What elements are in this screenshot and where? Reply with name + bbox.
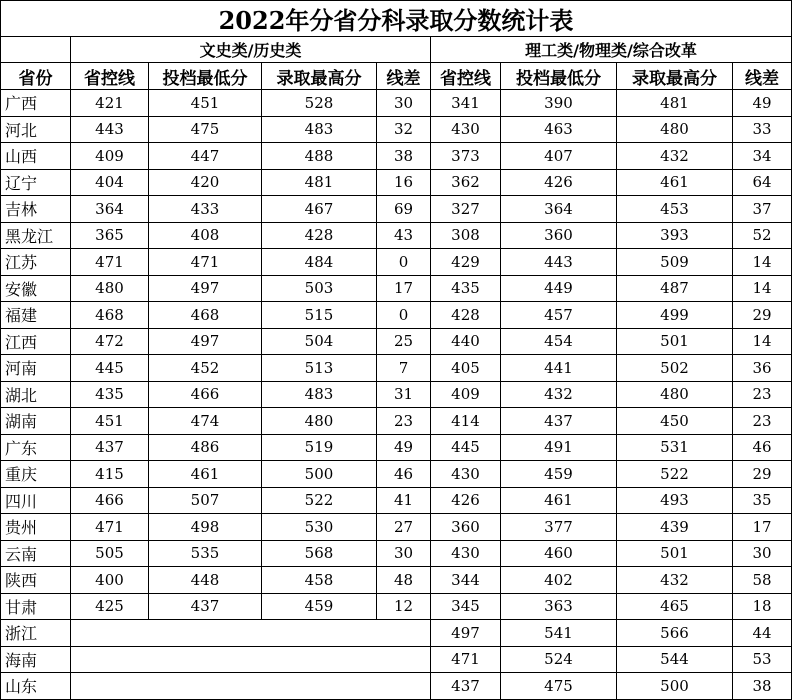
science-max-score-cell: 566 bbox=[617, 620, 733, 647]
science-control-line-cell: 345 bbox=[431, 593, 501, 620]
science-control-line-cell: 429 bbox=[431, 249, 501, 276]
arts-max-score-cell: 428 bbox=[262, 222, 377, 249]
table-row bbox=[1, 302, 792, 329]
arts-line-diff-cell: 69 bbox=[377, 196, 431, 223]
science-max-score-cell: 493 bbox=[617, 487, 733, 514]
science-max-score-cell: 393 bbox=[617, 222, 733, 249]
arts-min-score-cell: 475 bbox=[149, 116, 262, 143]
arts-min-score-cell: 452 bbox=[149, 355, 262, 382]
province-cell: 湖北 bbox=[1, 381, 71, 408]
arts-min-score-cell: 437 bbox=[149, 593, 262, 620]
science-line-diff-cell: 58 bbox=[733, 567, 792, 594]
science-min-score-cell: 360 bbox=[501, 222, 617, 249]
table-row bbox=[1, 222, 792, 249]
science-line-diff-cell: 64 bbox=[733, 169, 792, 196]
arts-max-score-cell: 500 bbox=[262, 461, 377, 488]
science-line-diff-cell: 46 bbox=[733, 434, 792, 461]
arts-control-line-cell: 400 bbox=[71, 567, 149, 594]
table-row bbox=[1, 620, 792, 647]
arts-line-diff-cell: 30 bbox=[377, 540, 431, 567]
science-max-score-cell: 509 bbox=[617, 249, 733, 276]
table-row bbox=[1, 90, 792, 117]
science-control-line-cell: 435 bbox=[431, 275, 501, 302]
science-control-line-cell: 430 bbox=[431, 461, 501, 488]
arts-max-score-cell: 467 bbox=[262, 196, 377, 223]
arts-line-diff-cell: 48 bbox=[377, 567, 431, 594]
science-min-score-cell: 457 bbox=[501, 302, 617, 329]
table-row bbox=[1, 487, 792, 514]
arts-line-diff-cell: 32 bbox=[377, 116, 431, 143]
table-row bbox=[1, 355, 792, 382]
science-max-score-cell: 531 bbox=[617, 434, 733, 461]
arts-line-diff-cell: 23 bbox=[377, 408, 431, 435]
science-max-score-cell: 501 bbox=[617, 540, 733, 567]
science-control-line-cell: 430 bbox=[431, 540, 501, 567]
arts-max-score-cell: 503 bbox=[262, 275, 377, 302]
science-min-score-cell: 426 bbox=[501, 169, 617, 196]
science-max-score-cell: 499 bbox=[617, 302, 733, 329]
province-cell: 陕西 bbox=[1, 567, 71, 594]
arts-control-line-cell: 480 bbox=[71, 275, 149, 302]
arts-max-score-cell: 504 bbox=[262, 328, 377, 355]
science-max-score-cell: 461 bbox=[617, 169, 733, 196]
province-cell: 福建 bbox=[1, 302, 71, 329]
arts-control-line-cell: 425 bbox=[71, 593, 149, 620]
science-line-diff-cell: 38 bbox=[733, 673, 792, 700]
province-cell: 黑龙江 bbox=[1, 222, 71, 249]
arts-control-line-cell: 471 bbox=[71, 514, 149, 541]
arts-line-diff-cell: 0 bbox=[377, 249, 431, 276]
science-min-score-cell: 524 bbox=[501, 646, 617, 673]
arts-control-line-cell: 466 bbox=[71, 487, 149, 514]
arts-min-score-cell: 461 bbox=[149, 461, 262, 488]
arts-min-score-cell: 498 bbox=[149, 514, 262, 541]
arts-min-score-cell: 468 bbox=[149, 302, 262, 329]
arts-min-score-cell: 466 bbox=[149, 381, 262, 408]
arts-min-score-cell: 497 bbox=[149, 328, 262, 355]
table-row bbox=[1, 275, 792, 302]
arts-control-line-cell: 443 bbox=[71, 116, 149, 143]
science-line-diff-cell: 14 bbox=[733, 328, 792, 355]
science-max-score-cell: 465 bbox=[617, 593, 733, 620]
science-max-score-cell: 501 bbox=[617, 328, 733, 355]
arts-min-score-cell: 451 bbox=[149, 90, 262, 117]
header-arts-control-line: 省控线 bbox=[71, 63, 149, 90]
province-cell: 重庆 bbox=[1, 461, 71, 488]
table-row bbox=[1, 381, 792, 408]
science-control-line-cell: 360 bbox=[431, 514, 501, 541]
science-control-line-cell: 437 bbox=[431, 673, 501, 700]
science-line-diff-cell: 37 bbox=[733, 196, 792, 223]
arts-max-score-cell: 568 bbox=[262, 540, 377, 567]
arts-max-score-cell: 459 bbox=[262, 593, 377, 620]
science-max-score-cell: 480 bbox=[617, 381, 733, 408]
science-line-diff-cell: 23 bbox=[733, 408, 792, 435]
arts-line-diff-cell: 46 bbox=[377, 461, 431, 488]
province-cell: 广西 bbox=[1, 90, 71, 117]
arts-max-score-cell: 515 bbox=[262, 302, 377, 329]
arts-line-diff-cell: 0 bbox=[377, 302, 431, 329]
arts-min-score-cell: 448 bbox=[149, 567, 262, 594]
arts-min-score-cell: 507 bbox=[149, 487, 262, 514]
header-science-control-line: 省控线 bbox=[431, 63, 501, 90]
arts-control-line-cell: 435 bbox=[71, 381, 149, 408]
group-header-science: 理工类/物理类/综合改革 bbox=[431, 37, 792, 63]
science-control-line-cell: 471 bbox=[431, 646, 501, 673]
science-line-diff-cell: 53 bbox=[733, 646, 792, 673]
province-cell: 河南 bbox=[1, 355, 71, 382]
province-cell: 吉林 bbox=[1, 196, 71, 223]
table-row bbox=[1, 249, 792, 276]
science-line-diff-cell: 52 bbox=[733, 222, 792, 249]
arts-max-score-cell: 483 bbox=[262, 116, 377, 143]
table-row bbox=[1, 328, 792, 355]
science-max-score-cell: 432 bbox=[617, 567, 733, 594]
arts-max-score-cell: 513 bbox=[262, 355, 377, 382]
science-control-line-cell: 409 bbox=[431, 381, 501, 408]
arts-max-score-cell: 519 bbox=[262, 434, 377, 461]
science-min-score-cell: 475 bbox=[501, 673, 617, 700]
science-control-line-cell: 344 bbox=[431, 567, 501, 594]
arts-min-score-cell: 535 bbox=[149, 540, 262, 567]
arts-min-score-cell: 433 bbox=[149, 196, 262, 223]
header-province: 省份 bbox=[1, 63, 71, 90]
province-cell: 湖南 bbox=[1, 408, 71, 435]
header-science-max-score: 录取最高分 bbox=[617, 63, 733, 90]
science-max-score-cell: 487 bbox=[617, 275, 733, 302]
science-min-score-cell: 491 bbox=[501, 434, 617, 461]
province-cell: 山东 bbox=[1, 673, 71, 700]
arts-max-score-cell: 481 bbox=[262, 169, 377, 196]
arts-max-score-cell: 488 bbox=[262, 143, 377, 170]
arts-control-line-cell: 505 bbox=[71, 540, 149, 567]
table-row bbox=[1, 408, 792, 435]
arts-max-score-cell: 483 bbox=[262, 381, 377, 408]
arts-control-line-cell: 445 bbox=[71, 355, 149, 382]
science-control-line-cell: 428 bbox=[431, 302, 501, 329]
arts-line-diff-cell: 31 bbox=[377, 381, 431, 408]
arts-min-score-cell: 471 bbox=[149, 249, 262, 276]
arts-min-score-cell: 486 bbox=[149, 434, 262, 461]
province-cell: 四川 bbox=[1, 487, 71, 514]
science-max-score-cell: 450 bbox=[617, 408, 733, 435]
arts-max-score-cell: 530 bbox=[262, 514, 377, 541]
science-control-line-cell: 373 bbox=[431, 143, 501, 170]
arts-line-diff-cell: 43 bbox=[377, 222, 431, 249]
province-cell: 辽宁 bbox=[1, 169, 71, 196]
arts-min-score-cell: 420 bbox=[149, 169, 262, 196]
table-row bbox=[1, 143, 792, 170]
table-row bbox=[1, 673, 792, 700]
science-min-score-cell: 390 bbox=[501, 90, 617, 117]
science-control-line-cell: 440 bbox=[431, 328, 501, 355]
arts-line-diff-cell: 27 bbox=[377, 514, 431, 541]
science-max-score-cell: 453 bbox=[617, 196, 733, 223]
science-min-score-cell: 461 bbox=[501, 487, 617, 514]
table-row bbox=[1, 514, 792, 541]
province-cell: 浙江 bbox=[1, 620, 71, 647]
science-line-diff-cell: 17 bbox=[733, 514, 792, 541]
table-title: 2022年分省分科录取分数统计表 bbox=[1, 1, 792, 37]
arts-control-line-cell: 472 bbox=[71, 328, 149, 355]
science-min-score-cell: 460 bbox=[501, 540, 617, 567]
arts-line-diff-cell: 17 bbox=[377, 275, 431, 302]
science-line-diff-cell: 34 bbox=[733, 143, 792, 170]
arts-max-score-cell: 480 bbox=[262, 408, 377, 435]
arts-control-line-cell: 468 bbox=[71, 302, 149, 329]
arts-control-line-cell: 415 bbox=[71, 461, 149, 488]
header-science-min-score: 投档最低分 bbox=[501, 63, 617, 90]
arts-empty-cell bbox=[71, 646, 431, 673]
province-cell: 云南 bbox=[1, 540, 71, 567]
arts-line-diff-cell: 41 bbox=[377, 487, 431, 514]
table-row bbox=[1, 646, 792, 673]
province-cell: 海南 bbox=[1, 646, 71, 673]
arts-control-line-cell: 437 bbox=[71, 434, 149, 461]
science-min-score-cell: 541 bbox=[501, 620, 617, 647]
arts-max-score-cell: 484 bbox=[262, 249, 377, 276]
science-max-score-cell: 481 bbox=[617, 90, 733, 117]
header-science-line-diff: 线差 bbox=[733, 63, 792, 90]
arts-min-score-cell: 408 bbox=[149, 222, 262, 249]
arts-control-line-cell: 471 bbox=[71, 249, 149, 276]
science-min-score-cell: 454 bbox=[501, 328, 617, 355]
science-line-diff-cell: 49 bbox=[733, 90, 792, 117]
science-min-score-cell: 407 bbox=[501, 143, 617, 170]
arts-max-score-cell: 522 bbox=[262, 487, 377, 514]
science-control-line-cell: 445 bbox=[431, 434, 501, 461]
science-min-score-cell: 363 bbox=[501, 593, 617, 620]
arts-line-diff-cell: 38 bbox=[377, 143, 431, 170]
header-arts-max-score: 录取最高分 bbox=[262, 63, 377, 90]
header-arts-min-score: 投档最低分 bbox=[149, 63, 262, 90]
science-line-diff-cell: 30 bbox=[733, 540, 792, 567]
arts-max-score-cell: 458 bbox=[262, 567, 377, 594]
table-row bbox=[1, 434, 792, 461]
table-row bbox=[1, 593, 792, 620]
arts-control-line-cell: 365 bbox=[71, 222, 149, 249]
province-cell: 江苏 bbox=[1, 249, 71, 276]
arts-line-diff-cell: 16 bbox=[377, 169, 431, 196]
science-min-score-cell: 377 bbox=[501, 514, 617, 541]
arts-line-diff-cell: 7 bbox=[377, 355, 431, 382]
science-max-score-cell: 439 bbox=[617, 514, 733, 541]
science-max-score-cell: 544 bbox=[617, 646, 733, 673]
science-control-line-cell: 341 bbox=[431, 90, 501, 117]
arts-empty-cell bbox=[71, 673, 431, 700]
science-control-line-cell: 414 bbox=[431, 408, 501, 435]
empty-corner-cell bbox=[1, 37, 71, 63]
arts-max-score-cell: 528 bbox=[262, 90, 377, 117]
arts-line-diff-cell: 12 bbox=[377, 593, 431, 620]
science-min-score-cell: 441 bbox=[501, 355, 617, 382]
science-min-score-cell: 432 bbox=[501, 381, 617, 408]
arts-min-score-cell: 497 bbox=[149, 275, 262, 302]
province-cell: 甘肃 bbox=[1, 593, 71, 620]
arts-min-score-cell: 447 bbox=[149, 143, 262, 170]
arts-control-line-cell: 404 bbox=[71, 169, 149, 196]
science-control-line-cell: 308 bbox=[431, 222, 501, 249]
group-header-arts: 文史类/历史类 bbox=[71, 37, 431, 63]
science-min-score-cell: 449 bbox=[501, 275, 617, 302]
science-max-score-cell: 500 bbox=[617, 673, 733, 700]
province-cell: 贵州 bbox=[1, 514, 71, 541]
science-line-diff-cell: 29 bbox=[733, 302, 792, 329]
science-min-score-cell: 443 bbox=[501, 249, 617, 276]
table-row bbox=[1, 567, 792, 594]
science-min-score-cell: 459 bbox=[501, 461, 617, 488]
science-line-diff-cell: 14 bbox=[733, 275, 792, 302]
header-arts-line-diff: 线差 bbox=[377, 63, 431, 90]
science-line-diff-cell: 14 bbox=[733, 249, 792, 276]
table-row bbox=[1, 116, 792, 143]
science-control-line-cell: 405 bbox=[431, 355, 501, 382]
science-max-score-cell: 502 bbox=[617, 355, 733, 382]
province-cell: 山西 bbox=[1, 143, 71, 170]
arts-line-diff-cell: 49 bbox=[377, 434, 431, 461]
science-max-score-cell: 522 bbox=[617, 461, 733, 488]
science-control-line-cell: 497 bbox=[431, 620, 501, 647]
science-line-diff-cell: 33 bbox=[733, 116, 792, 143]
arts-control-line-cell: 409 bbox=[71, 143, 149, 170]
science-control-line-cell: 327 bbox=[431, 196, 501, 223]
table-row bbox=[1, 196, 792, 223]
science-min-score-cell: 364 bbox=[501, 196, 617, 223]
arts-control-line-cell: 421 bbox=[71, 90, 149, 117]
province-cell: 江西 bbox=[1, 328, 71, 355]
science-max-score-cell: 480 bbox=[617, 116, 733, 143]
science-line-diff-cell: 44 bbox=[733, 620, 792, 647]
science-control-line-cell: 426 bbox=[431, 487, 501, 514]
science-control-line-cell: 362 bbox=[431, 169, 501, 196]
science-line-diff-cell: 29 bbox=[733, 461, 792, 488]
arts-line-diff-cell: 25 bbox=[377, 328, 431, 355]
table-row bbox=[1, 540, 792, 567]
province-cell: 安徽 bbox=[1, 275, 71, 302]
arts-min-score-cell: 474 bbox=[149, 408, 262, 435]
science-line-diff-cell: 36 bbox=[733, 355, 792, 382]
province-cell: 河北 bbox=[1, 116, 71, 143]
science-min-score-cell: 437 bbox=[501, 408, 617, 435]
science-line-diff-cell: 35 bbox=[733, 487, 792, 514]
arts-empty-cell bbox=[71, 620, 431, 647]
province-cell: 广东 bbox=[1, 434, 71, 461]
science-control-line-cell: 430 bbox=[431, 116, 501, 143]
arts-control-line-cell: 451 bbox=[71, 408, 149, 435]
table-row bbox=[1, 461, 792, 488]
science-max-score-cell: 432 bbox=[617, 143, 733, 170]
table-row bbox=[1, 169, 792, 196]
arts-line-diff-cell: 30 bbox=[377, 90, 431, 117]
science-line-diff-cell: 23 bbox=[733, 381, 792, 408]
arts-control-line-cell: 364 bbox=[71, 196, 149, 223]
science-min-score-cell: 402 bbox=[501, 567, 617, 594]
science-min-score-cell: 463 bbox=[501, 116, 617, 143]
science-line-diff-cell: 18 bbox=[733, 593, 792, 620]
